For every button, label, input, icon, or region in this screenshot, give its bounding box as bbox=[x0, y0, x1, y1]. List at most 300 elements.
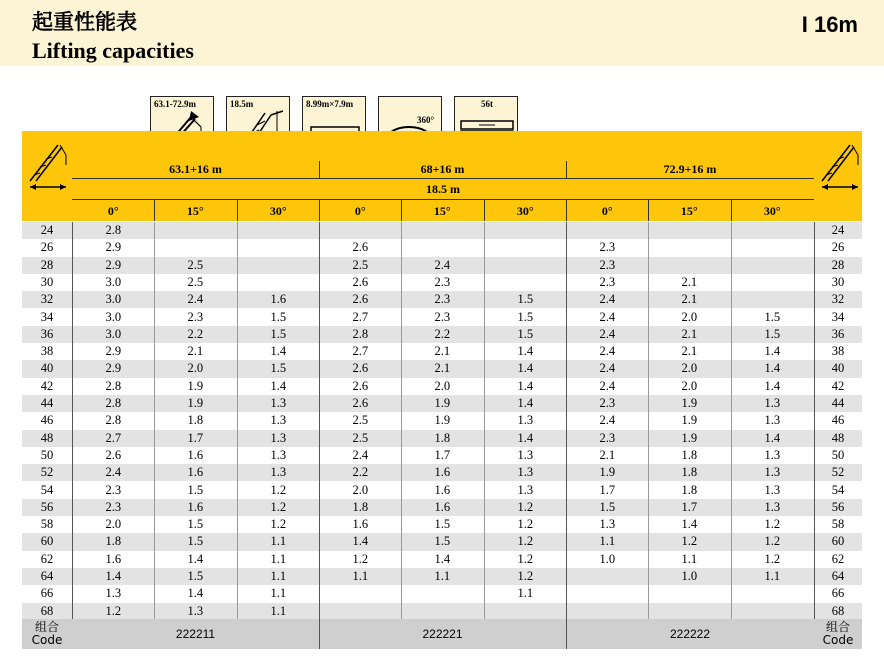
table-row bbox=[22, 222, 862, 239]
capacity-cell: 1.7 bbox=[599, 482, 616, 497]
radius-cell: 62 bbox=[40, 551, 54, 566]
configuration-code: I 16m bbox=[801, 12, 858, 37]
radius-cell: 48 bbox=[831, 430, 845, 445]
capacity-cell bbox=[731, 291, 814, 308]
capacity-cell: 1.5 bbox=[187, 569, 204, 583]
capacity-cell: 1.3 bbox=[270, 447, 287, 462]
capacity-cell: 1.1 bbox=[270, 603, 287, 618]
table-row bbox=[22, 274, 862, 291]
angle-header: 0° bbox=[601, 204, 613, 218]
group-label: 63.1+16 m bbox=[169, 162, 222, 176]
capacity-cell: 2.2 bbox=[187, 326, 204, 341]
capacity-cell: 1.4 bbox=[681, 517, 698, 532]
capacity-cell bbox=[566, 568, 649, 585]
capacity-cell: 2.9 bbox=[105, 240, 122, 255]
table-row bbox=[22, 360, 862, 377]
capacity-cell: 1.9 bbox=[681, 430, 698, 445]
radius-cell: 48 bbox=[40, 430, 54, 445]
capacity-cell: 1.3 bbox=[764, 465, 781, 480]
capacity-cell: 1.5 bbox=[434, 517, 451, 532]
capacity-cell: 2.0 bbox=[187, 361, 204, 376]
capacity-cell bbox=[484, 603, 567, 620]
angle-header: 0° bbox=[354, 204, 366, 218]
capacity-cell: 2.4 bbox=[599, 309, 616, 324]
capacity-cell: 2.8 bbox=[352, 326, 369, 341]
radius-cell: 32 bbox=[40, 292, 54, 307]
capacity-cell: 2.2 bbox=[434, 326, 451, 341]
page-title-en: Lifting capacities bbox=[32, 38, 194, 63]
capacity-cell: 1.7 bbox=[681, 499, 698, 514]
capacity-cell: 1.2 bbox=[517, 569, 534, 583]
capacity-cell: 1.5 bbox=[599, 499, 616, 514]
capacity-cell: 2.3 bbox=[599, 240, 616, 255]
capacity-cell: 1.6 bbox=[352, 517, 369, 532]
capacity-cell: 1.3 bbox=[764, 482, 781, 497]
capacity-cell: 2.5 bbox=[187, 257, 204, 272]
capacity-cell: 1.3 bbox=[517, 482, 534, 497]
capacity-cell: 2.1 bbox=[599, 447, 616, 462]
right-radius-header bbox=[814, 131, 862, 221]
capacity-cell bbox=[484, 274, 567, 291]
capacity-cell: 1.4 bbox=[270, 378, 287, 393]
capacity-cell: 2.6 bbox=[352, 396, 369, 410]
radius-cell: 34 bbox=[831, 309, 845, 324]
capacity-cell: 1.1 bbox=[270, 586, 287, 601]
capacity-cell: 1.8 bbox=[434, 430, 451, 445]
capacity-cell: 2.1 bbox=[681, 326, 698, 341]
capacity-cell: 1.1 bbox=[599, 534, 616, 549]
radius-cell: 60 bbox=[40, 534, 54, 549]
radius-cell: 60 bbox=[831, 534, 845, 549]
capacity-cell: 1.5 bbox=[270, 309, 287, 324]
capacity-cell: 1.9 bbox=[681, 396, 698, 410]
capacity-cell: 2.3 bbox=[434, 292, 451, 307]
radius-cell: 58 bbox=[40, 517, 54, 532]
capacity-cell: 1.3 bbox=[517, 413, 534, 428]
capacity-cell: 1.2 bbox=[270, 499, 287, 514]
radius-cell: 38 bbox=[831, 344, 845, 359]
radius-cell: 36 bbox=[831, 326, 845, 341]
radius-cell: 28 bbox=[40, 257, 54, 272]
radius-cell: 52 bbox=[40, 465, 54, 480]
jib-length-label: 18.5 m bbox=[426, 182, 460, 196]
capacity-cell: 1.0 bbox=[681, 569, 698, 583]
capacity-cell: 1.5 bbox=[187, 534, 204, 549]
page-header bbox=[0, 0, 884, 66]
capacity-cell: 1.6 bbox=[270, 292, 287, 307]
counterweight-icon: 56t bbox=[454, 96, 518, 160]
capacity-cell: 1.1 bbox=[270, 569, 287, 583]
capacity-cell: 2.6 bbox=[352, 361, 369, 376]
capacity-cell: 2.8 bbox=[105, 223, 122, 237]
radius-cell: 50 bbox=[40, 447, 54, 462]
capacity-cell: 1.4 bbox=[187, 551, 204, 566]
angle-header: 30° bbox=[763, 204, 781, 218]
capacity-cell: 2.7 bbox=[105, 430, 122, 445]
table-row bbox=[22, 412, 862, 429]
radius-cell: 56 bbox=[40, 499, 54, 514]
capacity-cell: 1.5 bbox=[517, 326, 534, 341]
capacity-cell bbox=[319, 585, 402, 602]
angle-header: 15° bbox=[186, 204, 204, 218]
capacity-cell bbox=[484, 257, 567, 274]
capacity-cell: 2.7 bbox=[352, 344, 369, 359]
capacity-cell: 1.3 bbox=[764, 499, 781, 514]
capacity-cell: 1.1 bbox=[434, 569, 451, 583]
capacity-cell: 2.3 bbox=[105, 499, 122, 514]
capacity-cell: 1.9 bbox=[599, 465, 616, 480]
radius-cell: 42 bbox=[40, 378, 54, 393]
capacity-cell: 1.3 bbox=[517, 447, 534, 462]
capacity-cell: 2.9 bbox=[105, 257, 122, 272]
capacity-cell: 2.0 bbox=[434, 378, 451, 393]
capacity-cell bbox=[731, 257, 814, 274]
capacity-cell: 1.5 bbox=[434, 534, 451, 549]
group-label: 72.9+16 m bbox=[663, 162, 717, 176]
capacity-cell bbox=[154, 239, 237, 256]
capacity-cell: 2.0 bbox=[681, 378, 698, 393]
capacity-cell: 1.5 bbox=[270, 361, 287, 376]
capacity-cell: 1.3 bbox=[270, 396, 287, 410]
capacity-cell: 2.4 bbox=[599, 413, 616, 428]
radius-cell: 64 bbox=[40, 569, 54, 583]
capacity-cell: 1.4 bbox=[517, 430, 534, 445]
capacity-cell bbox=[237, 257, 320, 274]
table-row bbox=[22, 291, 862, 308]
capacity-cell: 2.0 bbox=[681, 361, 698, 376]
capacity-cell: 1.6 bbox=[434, 482, 451, 497]
capacity-cell bbox=[566, 585, 649, 602]
capacity-cell: 2.3 bbox=[187, 309, 204, 324]
capacity-cell: 1.8 bbox=[352, 499, 369, 514]
capacity-cell: 1.4 bbox=[270, 344, 287, 359]
radius-cell: 40 bbox=[831, 361, 845, 376]
capacity-cell: 1.4 bbox=[517, 344, 534, 359]
capacity-cell: 1.8 bbox=[681, 482, 698, 497]
capacity-cell: 2.0 bbox=[681, 309, 698, 324]
capacity-cell: 1.1 bbox=[270, 534, 287, 549]
capacity-cell: 2.0 bbox=[105, 517, 122, 532]
capacity-cell: 2.1 bbox=[434, 361, 451, 376]
radius-cell: 30 bbox=[831, 274, 845, 289]
table-row bbox=[22, 568, 862, 585]
capacity-cell: 2.8 bbox=[105, 396, 122, 410]
capacity-cell: 2.9 bbox=[105, 344, 122, 359]
radius-cell: 28 bbox=[831, 257, 845, 272]
group-code: 222221 bbox=[422, 627, 463, 641]
capacity-cell: 1.9 bbox=[187, 378, 204, 393]
table-row bbox=[22, 464, 862, 481]
capacity-cell: 1.5 bbox=[187, 482, 204, 497]
capacity-cell: 1.2 bbox=[517, 534, 534, 549]
angle-header: 30° bbox=[269, 204, 287, 218]
capacity-cell: 2.0 bbox=[352, 482, 369, 497]
radius-cell: 26 bbox=[40, 240, 54, 255]
capacity-cell: 1.6 bbox=[434, 465, 451, 480]
capacity-cell: 1.1 bbox=[352, 569, 369, 583]
capacity-cell: 2.3 bbox=[599, 430, 616, 445]
capacity-cell: 2.4 bbox=[599, 292, 616, 307]
group-label: 68+16 m bbox=[420, 162, 465, 176]
capacity-cell: 1.5 bbox=[764, 309, 781, 324]
capacity-cell: 1.3 bbox=[187, 603, 204, 618]
capacity-cell: 1.5 bbox=[764, 326, 781, 341]
capacity-cell: 1.4 bbox=[517, 378, 534, 393]
capacity-cell bbox=[648, 585, 731, 602]
capacity-cell: 2.4 bbox=[599, 378, 616, 393]
capacity-cell: 1.8 bbox=[681, 447, 698, 462]
capacity-cell: 2.4 bbox=[352, 447, 369, 462]
table-row bbox=[22, 603, 862, 620]
capacity-cell: 2.5 bbox=[352, 413, 369, 428]
capacity-cell: 1.3 bbox=[270, 465, 287, 480]
capacity-cell: 2.3 bbox=[599, 274, 616, 289]
capacity-cell: 1.4 bbox=[764, 378, 781, 393]
capacity-cell: 2.9 bbox=[105, 361, 122, 376]
capacity-cell: 2.5 bbox=[352, 257, 369, 272]
capacity-cell bbox=[731, 274, 814, 291]
capacity-cell: 1.2 bbox=[352, 551, 369, 566]
capacity-cell: 1.8 bbox=[187, 413, 204, 428]
capacity-cell: 2.8 bbox=[105, 413, 122, 428]
capacity-cell: 2.1 bbox=[187, 344, 204, 359]
capacity-cell bbox=[401, 585, 484, 602]
capacity-cell: 1.3 bbox=[270, 430, 287, 445]
capacity-cell: 1.2 bbox=[270, 482, 287, 497]
capacity-cell: 2.6 bbox=[352, 292, 369, 307]
capacity-cell: 1.6 bbox=[105, 551, 122, 566]
capacity-cell: 1.2 bbox=[681, 534, 698, 549]
capacity-cell bbox=[731, 239, 814, 256]
capacity-cell: 1.4 bbox=[517, 396, 534, 410]
radius-cell: 68 bbox=[831, 603, 845, 618]
table-row bbox=[22, 395, 862, 412]
capacity-cell: 1.2 bbox=[764, 534, 781, 549]
radius-cell: 24 bbox=[831, 223, 845, 237]
capacity-cell bbox=[484, 239, 567, 256]
capacity-cell: 2.6 bbox=[352, 240, 369, 255]
table-row bbox=[22, 551, 862, 568]
table-row bbox=[22, 309, 862, 326]
capacity-cell: 2.4 bbox=[434, 257, 451, 272]
capacity-cell: 1.2 bbox=[105, 603, 122, 618]
radius-cell: 34 bbox=[40, 309, 54, 324]
capacity-cell: 1.4 bbox=[517, 361, 534, 376]
capacity-cell: 1.4 bbox=[434, 551, 451, 566]
radius-cell: 62 bbox=[831, 551, 845, 566]
capacity-cell bbox=[401, 222, 484, 239]
capacity-cell: 1.4 bbox=[352, 534, 369, 549]
capacity-cell: 1.1 bbox=[681, 551, 698, 566]
capacity-cell: 3.0 bbox=[105, 292, 122, 307]
crane-radius-icon bbox=[22, 135, 72, 195]
table-row bbox=[22, 378, 862, 395]
capacity-cell: 2.7 bbox=[352, 309, 369, 324]
code-row bbox=[22, 619, 862, 649]
capacity-cell bbox=[648, 603, 731, 620]
capacity-cell: 1.4 bbox=[105, 569, 122, 583]
capacity-cell bbox=[401, 239, 484, 256]
capacity-cell: 2.3 bbox=[434, 274, 451, 289]
capacity-cell: 2.3 bbox=[599, 257, 616, 272]
capacity-cell: 1.3 bbox=[105, 586, 122, 601]
capacity-cell bbox=[319, 603, 402, 620]
slewing-range-icon: 360° bbox=[378, 96, 442, 160]
capacity-cell bbox=[154, 222, 237, 239]
capacity-cell: 1.7 bbox=[434, 447, 451, 462]
jib-length-icon: 18.5m bbox=[226, 96, 290, 160]
radius-cell: 26 bbox=[831, 240, 845, 255]
table-row bbox=[22, 257, 862, 274]
capacity-cell: 1.9 bbox=[681, 413, 698, 428]
capacity-cell: 2.6 bbox=[352, 378, 369, 393]
capacity-cell: 1.2 bbox=[517, 551, 534, 566]
capacity-cell: 1.5 bbox=[517, 309, 534, 324]
capacity-cell bbox=[319, 222, 402, 239]
angle-header: 15° bbox=[680, 204, 698, 218]
radius-cell: 54 bbox=[40, 482, 54, 497]
capacity-cell: 1.4 bbox=[764, 344, 781, 359]
capacity-cell bbox=[731, 222, 814, 239]
capacity-cell bbox=[731, 603, 814, 620]
capacity-cell: 2.4 bbox=[599, 326, 616, 341]
group-code: 222211 bbox=[175, 627, 216, 641]
code-row-label: 组合 Code bbox=[31, 620, 63, 647]
radius-cell: 54 bbox=[831, 482, 845, 497]
capacity-cell: 2.3 bbox=[434, 309, 451, 324]
capacity-cell: 2.8 bbox=[105, 378, 122, 393]
main-boom-length-icon: 63.1-72.9m bbox=[150, 96, 214, 160]
radius-cell: 68 bbox=[40, 603, 54, 618]
capacity-cell: 1.6 bbox=[434, 499, 451, 514]
code-row-label: 组合 Code bbox=[822, 620, 854, 647]
angle-header: 15° bbox=[433, 204, 451, 218]
capacity-cell bbox=[566, 222, 649, 239]
capacity-cell: 2.4 bbox=[599, 344, 616, 359]
capacity-cell: 1.5 bbox=[187, 517, 204, 532]
capacity-cell: 1.1 bbox=[270, 551, 287, 566]
capacity-cell bbox=[648, 222, 731, 239]
capacity-cell: 1.9 bbox=[187, 396, 204, 410]
radius-cell: 24 bbox=[40, 223, 54, 237]
radius-cell: 38 bbox=[40, 344, 54, 359]
capacity-cell: 1.9 bbox=[434, 396, 451, 410]
capacity-cell: 2.4 bbox=[187, 292, 204, 307]
table-row bbox=[22, 499, 862, 516]
capacity-cell: 2.1 bbox=[681, 344, 698, 359]
radius-cell: 30 bbox=[40, 274, 54, 289]
angle-header: 30° bbox=[516, 204, 534, 218]
left-radius-header bbox=[22, 131, 72, 221]
capacity-cell bbox=[648, 257, 731, 274]
table-row bbox=[22, 239, 862, 256]
capacity-cell: 2.5 bbox=[352, 430, 369, 445]
capacity-cell: 1.3 bbox=[764, 447, 781, 462]
radius-cell: 50 bbox=[831, 447, 845, 462]
capacity-cell: 1.3 bbox=[599, 517, 616, 532]
capacity-cell: 1.2 bbox=[270, 517, 287, 532]
capacity-cell: 2.4 bbox=[599, 361, 616, 376]
capacity-cell: 2.2 bbox=[352, 465, 369, 480]
radius-cell: 42 bbox=[831, 378, 845, 393]
radius-cell: 44 bbox=[831, 396, 845, 410]
capacity-cell: 1.2 bbox=[764, 517, 781, 532]
radius-cell: 66 bbox=[831, 586, 845, 601]
capacity-cell bbox=[237, 222, 320, 239]
capacity-cell: 1.5 bbox=[270, 326, 287, 341]
capacity-cell: 1.1 bbox=[764, 569, 781, 583]
capacity-cell: 3.0 bbox=[105, 274, 122, 289]
radius-cell: 56 bbox=[831, 499, 845, 514]
table-row bbox=[22, 447, 862, 464]
radius-cell: 64 bbox=[831, 569, 845, 583]
capacity-cell: 1.3 bbox=[764, 413, 781, 428]
crane-radius-icon bbox=[814, 135, 862, 195]
radius-cell: 46 bbox=[40, 413, 54, 428]
table-row bbox=[22, 516, 862, 533]
capacity-cell: 2.3 bbox=[105, 482, 122, 497]
capacity-cell bbox=[237, 274, 320, 291]
capacity-cell: 2.3 bbox=[599, 396, 616, 410]
radius-cell: 46 bbox=[831, 413, 845, 428]
outrigger-span-icon: 8.99m×7.9m bbox=[302, 96, 366, 160]
capacity-cell: 1.3 bbox=[517, 465, 534, 480]
radius-cell: 36 bbox=[40, 326, 54, 341]
capacity-cell: 1.2 bbox=[517, 517, 534, 532]
capacity-cell: 1.4 bbox=[187, 586, 204, 601]
group-code: 222222 bbox=[669, 627, 711, 641]
capacity-cell: 1.2 bbox=[764, 551, 781, 566]
table-row bbox=[22, 430, 862, 447]
capacity-cell: 1.0 bbox=[599, 551, 616, 566]
capacity-cell: 1.3 bbox=[270, 413, 287, 428]
capacity-cell bbox=[566, 603, 649, 620]
capacity-cell bbox=[401, 603, 484, 620]
capacity-cell: 2.1 bbox=[434, 344, 451, 359]
capacity-cell: 2.6 bbox=[105, 447, 122, 462]
radius-cell: 40 bbox=[40, 361, 54, 376]
capacity-cell: 1.3 bbox=[764, 396, 781, 410]
table-row bbox=[22, 326, 862, 343]
capacity-cell: 1.6 bbox=[187, 465, 204, 480]
capacity-cell: 1.2 bbox=[517, 499, 534, 514]
radius-cell: 52 bbox=[831, 465, 845, 480]
capacity-cell: 1.9 bbox=[434, 413, 451, 428]
capacity-cell: 3.0 bbox=[105, 309, 122, 324]
radius-cell: 58 bbox=[831, 517, 845, 532]
capacity-cell: 1.6 bbox=[187, 499, 204, 514]
capacity-cell bbox=[731, 585, 814, 602]
table-row bbox=[22, 482, 862, 499]
capacity-cell: 1.4 bbox=[764, 430, 781, 445]
table-row bbox=[22, 533, 862, 550]
capacity-cell: 3.0 bbox=[105, 326, 122, 341]
capacity-cell: 1.8 bbox=[681, 465, 698, 480]
capacity-cell: 1.8 bbox=[105, 534, 122, 549]
capacity-cell: 2.4 bbox=[105, 465, 122, 480]
capacity-cell: 2.6 bbox=[352, 274, 369, 289]
capacity-cell bbox=[484, 222, 567, 239]
page-title-cn: 起重性能表 bbox=[32, 10, 137, 34]
radius-cell: 32 bbox=[831, 292, 845, 307]
capacity-cell: 1.1 bbox=[517, 586, 534, 601]
capacity-cell: 1.5 bbox=[517, 292, 534, 307]
capacity-cell: 2.1 bbox=[681, 274, 698, 289]
capacity-cell bbox=[237, 239, 320, 256]
capacity-cell: 1.7 bbox=[187, 430, 204, 445]
table-row bbox=[22, 343, 862, 360]
capacity-cell: 2.1 bbox=[681, 292, 698, 307]
